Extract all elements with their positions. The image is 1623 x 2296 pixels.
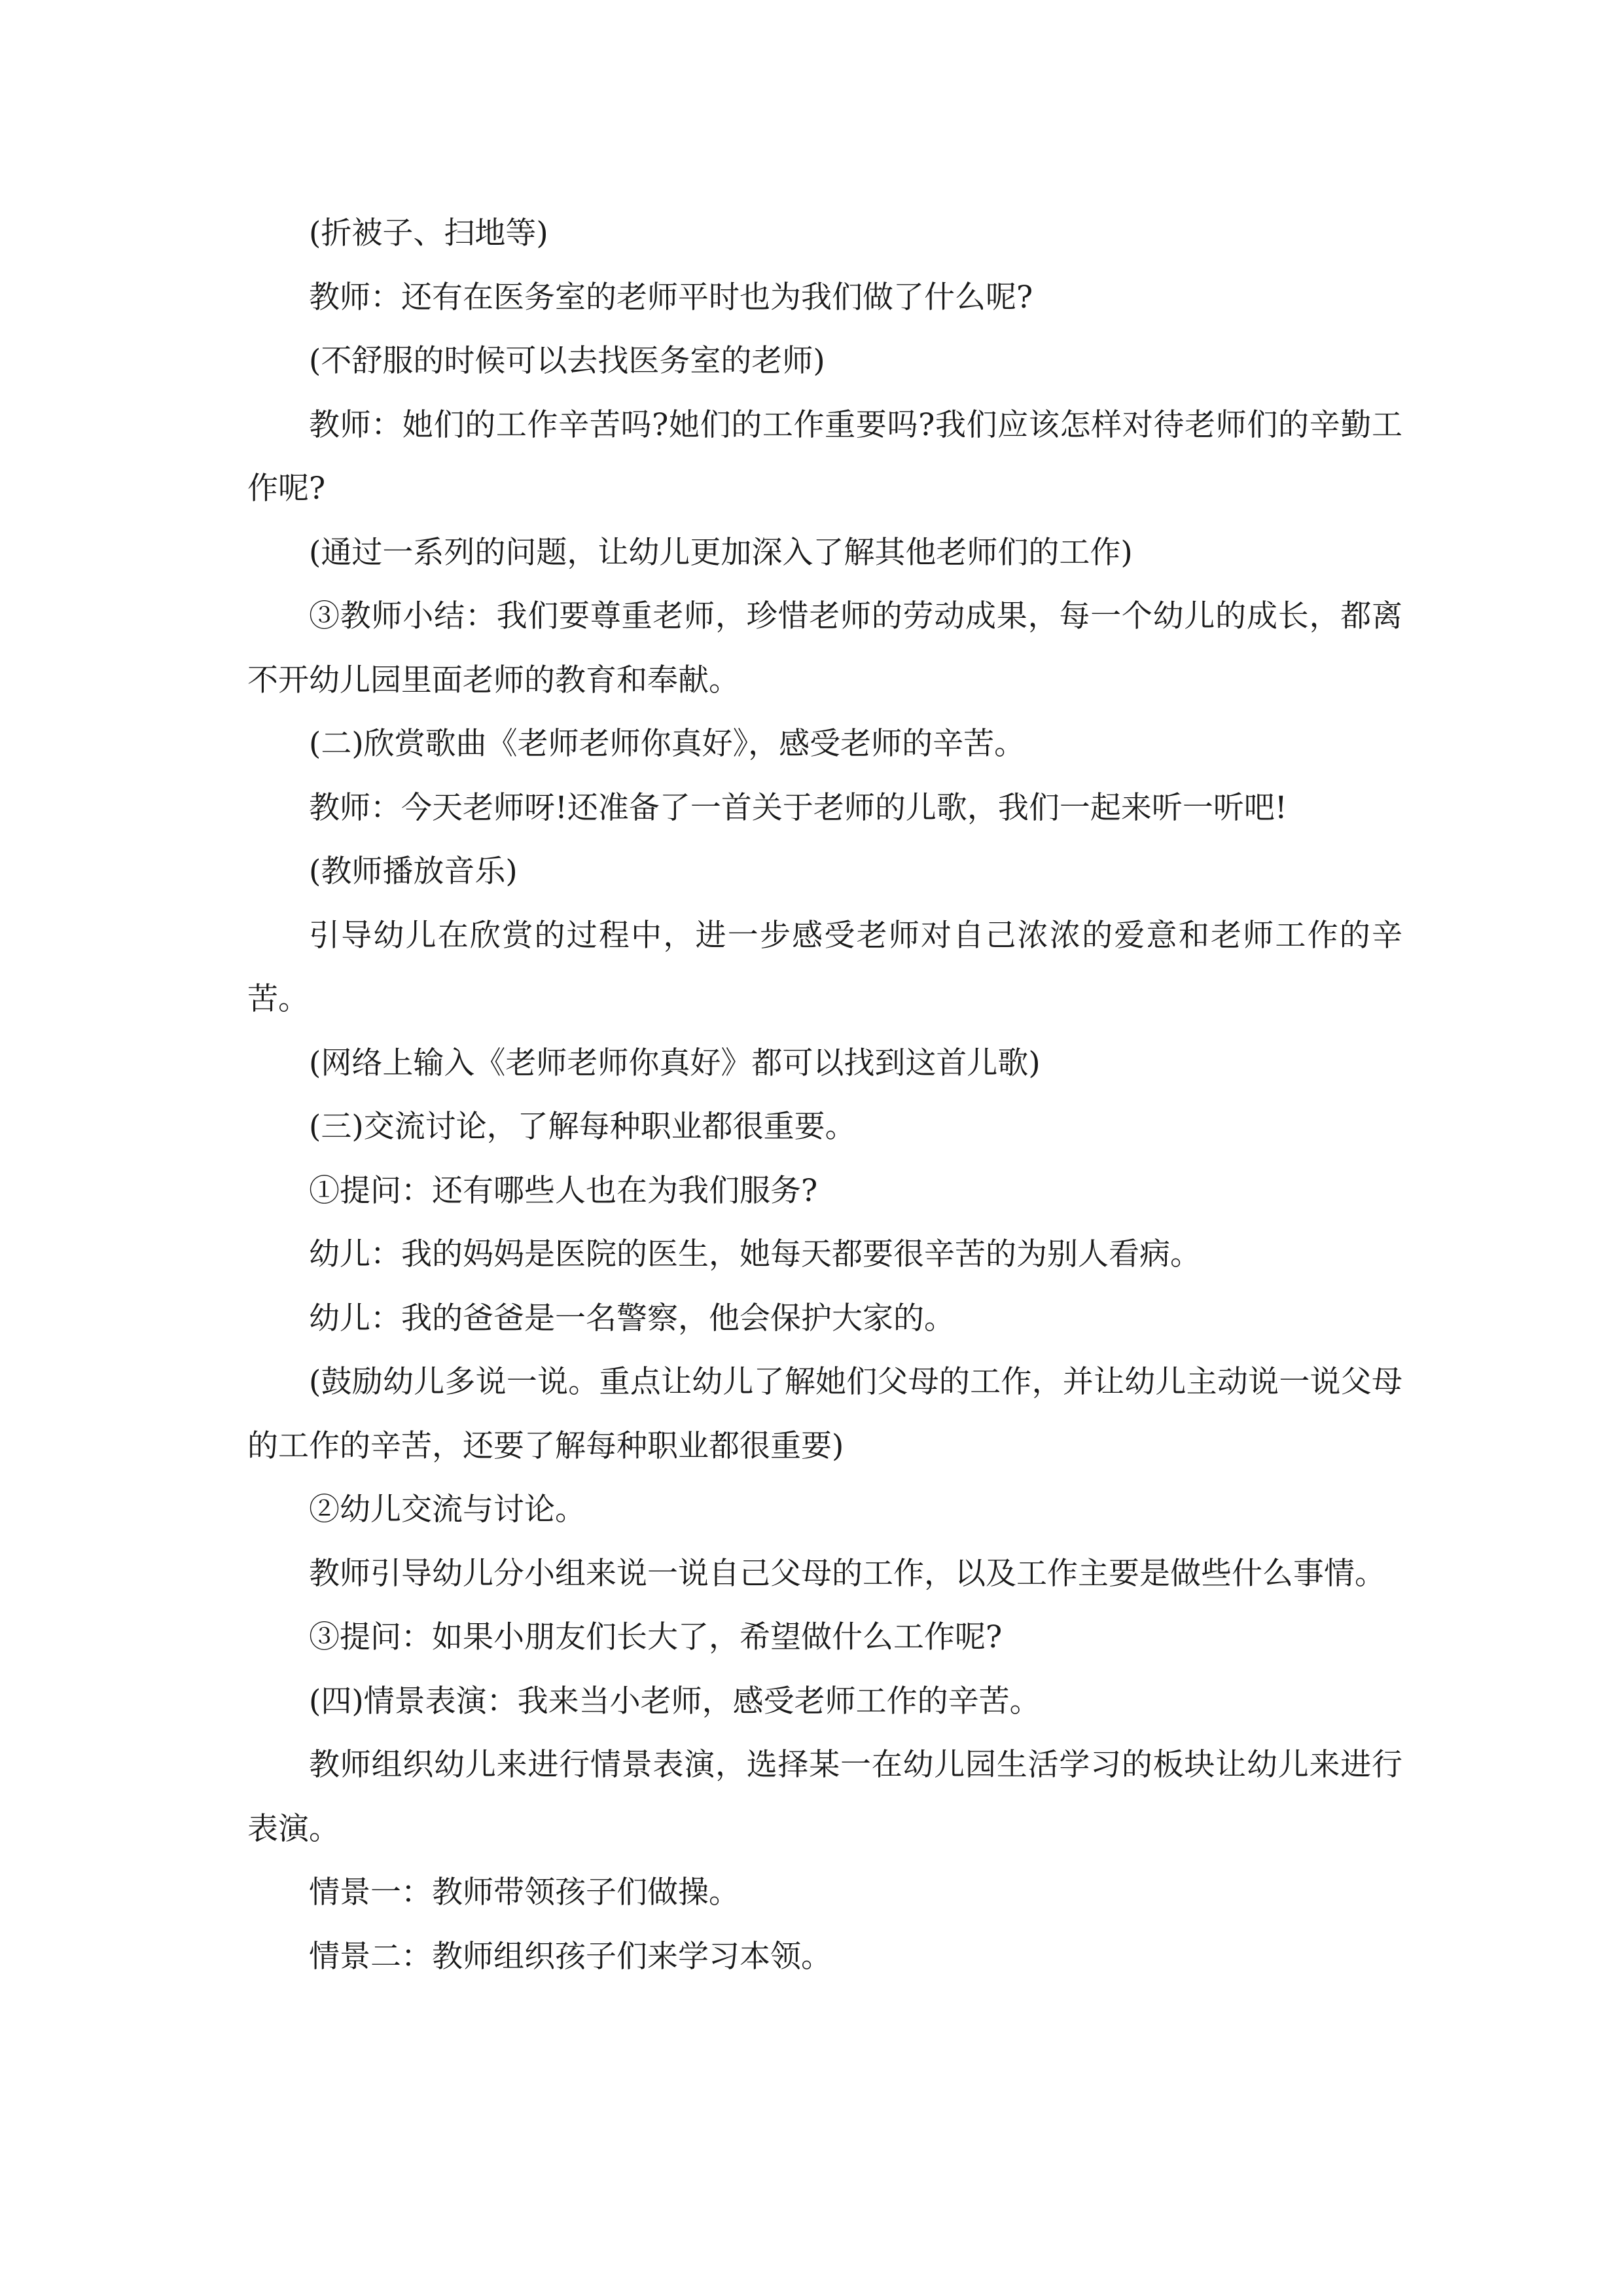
section-heading: (三)交流讨论，了解每种职业都很重要。	[309, 1109, 856, 1145]
paragraph: (不舒服的时候可以去找医务室的老师)	[309, 343, 825, 379]
paragraph: (通过一系列的问题，让幼儿更加深入了解其他老师们的工作)	[309, 534, 1133, 571]
paragraph: (折被子、扫地等)	[309, 215, 548, 251]
paragraph: ②幼儿交流与讨论。	[309, 1492, 586, 1528]
section-heading: (二)欣赏歌曲《老师老师你真好》，感受老师的辛苦。	[309, 726, 1026, 762]
paragraph: 教师组织幼儿来进行情景表演，选择某一在幼儿园生活学习的板块让幼儿来进行表演。	[247, 1747, 1402, 1847]
document-body	[247, 202, 1402, 1988]
paragraph: 教师：今天老师呀!还准备了一首关于老师的儿歌，我们一起来听一听吧!	[309, 789, 1287, 826]
paragraph: (教师播放音乐)	[309, 853, 518, 889]
paragraph: 教师引导幼儿分小组来说一说自己父母的工作，以及工作主要是做些什么事情。	[309, 1555, 1385, 1592]
paragraph: (网络上输入《老师老师你真好》都可以找到这首儿歌)	[309, 1045, 1041, 1081]
section-heading: (四)情景表演：我来当小老师，感受老师工作的辛苦。	[309, 1683, 1041, 1719]
paragraph: 教师：还有在医务室的老师平时也为我们做了什么呢?	[309, 279, 1033, 315]
paragraph: 情景一：教师带领孩子们做操。	[309, 1874, 740, 1910]
paragraph: 引导幼儿在欣赏的过程中，进一步感受老师对自己浓浓的爱意和老师工作的辛苦。	[247, 917, 1402, 1017]
paragraph: 情景二：教师组织孩子们来学习本领。	[309, 1938, 832, 1975]
paragraph: 教师：她们的工作辛苦吗?她们的工作重要吗?我们应该怎样对待老师们的辛勤工作呢?	[247, 406, 1402, 507]
paragraph: ①提问：还有哪些人也在为我们服务?	[309, 1172, 818, 1209]
paragraph: (鼓励幼儿多说一说。重点让幼儿了解她们父母的工作，并让幼儿主动说一说父母的工作的辛苦，还要了解每种职业都很重要)	[247, 1364, 1402, 1464]
paragraph: 幼儿：我的爸爸是一名警察，他会保护大家的。	[309, 1300, 955, 1336]
paragraph: 幼儿：我的妈妈是医院的医生，她每天都要很辛苦的为别人看病。	[309, 1236, 1201, 1272]
paragraph: ③提问：如果小朋友们长大了，希望做什么工作呢?	[309, 1619, 1003, 1655]
paragraph: ③教师小结：我们要尊重老师，珍惜老师的劳动成果，每一个幼儿的成长，都离不开幼儿园里面老师的教育和奉献。	[247, 598, 1402, 698]
